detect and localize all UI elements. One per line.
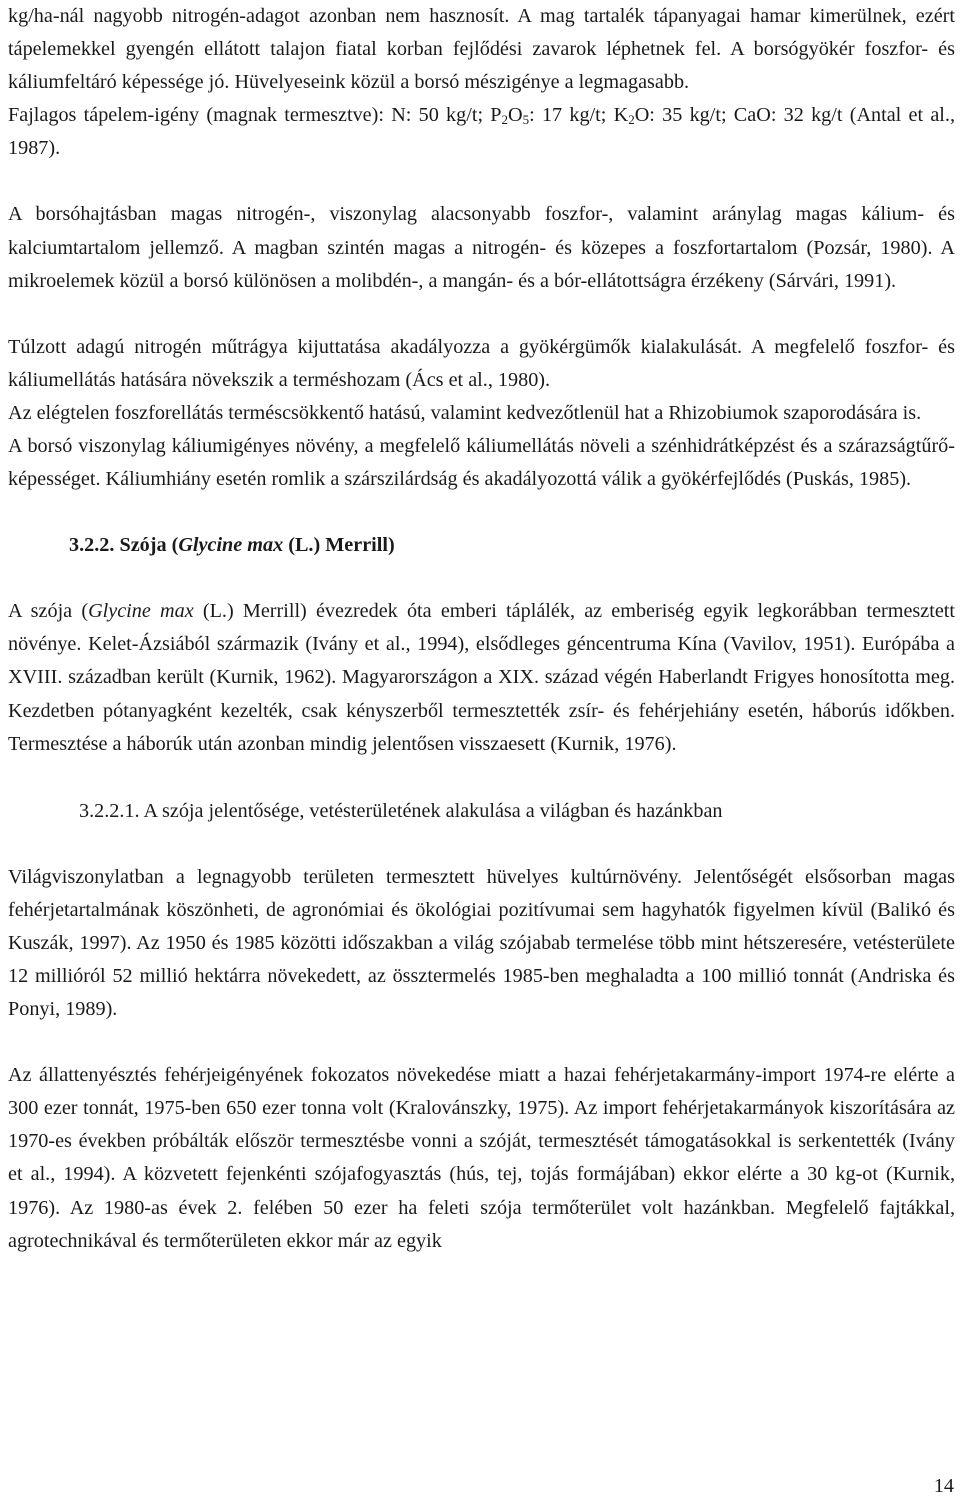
paragraph-borsohajtas: A borsóhajtásban magas nitrogén-, viszonylag alacsonyabb foszfor-, valamint aránylag magas kálium- és kalciumtartalom jellemző. A magban szintén magas a nitrogén- és közepes a foszfortartalom (Pozsár, 1980). A mikroelemek közül a borsó különösen a molibdén-, a mangán- és a bór-ellátottságra érzékeny (Sárvári, 1991).	[8, 203, 955, 292]
paragraph-kaliumigeny: A borsó viszonylag káliumigényes növény, a megfelelő káliumellátás növeli a szénhidrátképzést és a szárazságtűrő-képességet. Káliumhiány esetén romlik a szárszilárdság és akadályozottá válik a gyökérfejlődés (Puskás, 1985).	[8, 435, 955, 491]
section-heading-szoja: 3.2.2. Szója (Glycine max (L.) Merrill)	[69, 534, 395, 557]
paragraph-allattenyesztes: Az állattenyésztés fehérjeigényének fokozatos növekedése miatt a hazai fehérjetakarmány-import 1974-re elérte a 300 ezer tonnát, 1975-ben 650 ezer tonna volt (Kralovánszky, 1975). Az import fehérjetakarmányok kiszorítására az 1970-es években próbálták először termesztésbe vonni a szóját, termesztését támogatásokkal is serkentették (Ivány et al., 1994). A közvetett fejenkénti szójafogyasztás (hús, tej, tojás formájában) ekkor elérte a 30 kg-ot (Kurnik, 1976). Az 1980-as évek 2. felében 50 ezer ha feleti szója termőterület volt hazánkban. Megfelelő fajtákkal, agrotechnikával és termőterületen ekkor már az egyik	[8, 1064, 955, 1252]
paragraph-nitrogen-mutragya: Túlzott adagú nitrogén műtrágya kijuttatása akadályozza a gyökérgümők kialakulását. A megfelelő foszfor- és káliumellátás hatására növekszik a terméshozam (Ács et al., 1980).	[8, 335, 955, 391]
paragraph-fajlagos-tapelem: Fajlagos tápelem-igény (magnak termesztve): N: 50 kg/t; $P_2O_5$: 17 kg/t; $K_2O$: 35 kg/t; CaO: 32 kg/t (Antal et al., 1987).	[8, 104, 955, 160]
page-number: 14	[933, 1475, 954, 1497]
document-page	[8, 0, 955, 1258]
paragraph-vilagviszonylat: Világviszonylatban a legnagyobb területen termesztett hüvelyes kultúrnövény. Jelentőségét elsősorban magas fehérjetartalmának köszönheti, de agronómiai és ökológiai pozitívumai sem hagyhatók figyelmen kívül (Balikó és Kuszák, 1997). Az 1950 és 1985 közötti időszakban a világ szójabab termelése több mint hétszeresére, vetésterülete 12 millióról 52 millió hektárra növekedett, az össztermelés 1985-ben meghaladta a 100 millió tonnát (Andriska és Ponyi, 1989).	[8, 865, 955, 1021]
paragraph-borso-tapanyag: kg/ha-nál nagyobb nitrogén-adagot azonban nem hasznosít. A mag tartalék tápanyagai hamar kimerülnek, ezért tápelemekkel gyengén ellátott talajon fiatal korban fejlődési zavarok léphetnek fel. A borsógyökér foszfor- és káliumfeltáró képessége jó. Hüvelyeseink közül a borsó mészigénye a legmagasabb.	[8, 5, 955, 94]
subsection-heading-jelentoseg: 3.2.2.1. A szója jelentősége, vetésterületének alakulása a világban és hazánkban	[79, 799, 723, 822]
paragraph-szoja-eredet: A szója (Glycine max (L.) Merrill) évezredek óta emberi táplálék, az emberiség egyik legkorábban termesztett növénye. Kelet-Ázsiából származik (Ivány et al., 1994), elsődleges géncentruma Kína (Vavilov, 1951). Európába a XVIII. században került (Kurnik, 1962). Magyarországon a XIX. század végén Haberlandt Frigyes honosította meg. Kezdetben pótanyagként kezelték, csak kényszerből termesztették zsír- és fehérjehiány esetén, háborús időkben. Termesztése a háborúk után azonban mindig jelentősen visszaesett (Kurnik, 1976).	[8, 600, 956, 755]
paragraph-foszforellatas: Az elégtelen foszforellátás terméscsökkentő hatású, valamint kedvezőtlenül hat a Rhizobiumok szaporodására is.	[8, 401, 922, 424]
